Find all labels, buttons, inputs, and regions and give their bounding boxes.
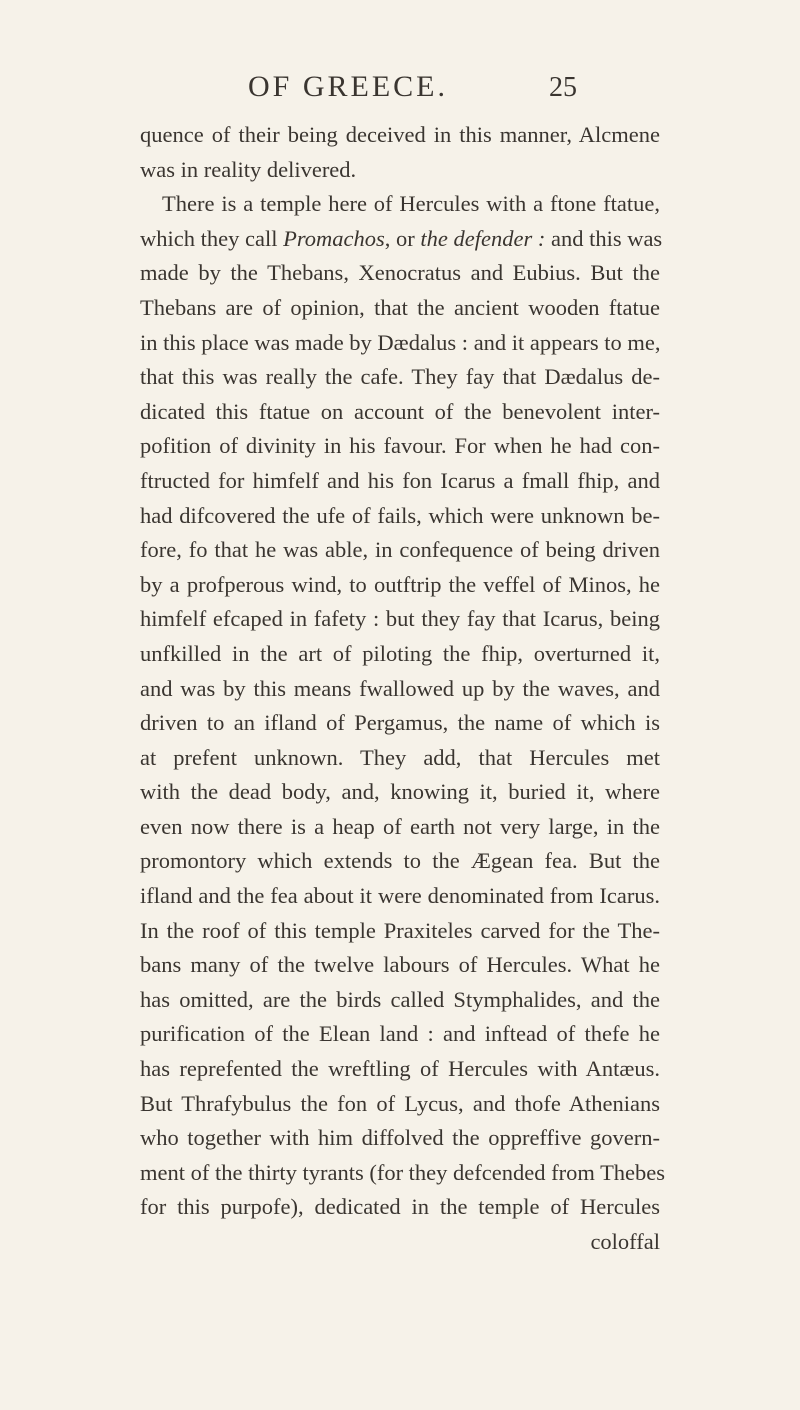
text-line: was in reality delivered.	[140, 156, 357, 182]
text-line: unfkilled in the art of piloting the fhip, overturned it,	[140, 640, 660, 666]
catchword: coloffal	[590, 1229, 660, 1254]
text-line: But Thrafybulus the fon of Lycus, and thofe Athenians	[140, 1090, 660, 1116]
text-line: Thebans are of opinion, that the ancient wooden ftatue	[140, 294, 660, 320]
text-line: at prefent unknown. They add, that Hercules met	[140, 744, 660, 770]
text-line: quence of their being deceived in this manner, Alcmene	[140, 122, 660, 147]
text-line: for this purpofe), dedicated in the temple of Hercules	[140, 1194, 660, 1220]
text-line: dicated this ftatue on account of the benevolent inter-	[140, 398, 660, 424]
body-text	[140, 118, 666, 1260]
page-number: 25	[549, 72, 577, 103]
text-line: promontory which extends to the Ægean fea. But the	[140, 848, 660, 874]
text-line: There is a temple here of Hercules with a ftone ftatue,	[162, 191, 660, 217]
italic-term-defender: the defender :	[420, 225, 546, 251]
italic-term-promachos: Promachos	[283, 225, 385, 251]
text-line: that this was really the cafe. They fay that Dædalus de-	[140, 364, 660, 390]
text-line: has omitted, are the birds called Stymphalides, and the	[140, 986, 660, 1012]
text-line: who together with him diffolved the oppreffive govern-	[140, 1125, 660, 1151]
text-line: in this place was made by Dædalus : and it appears to me,	[140, 329, 661, 355]
text-line: has reprefented the wreftling of Hercules with Antæus.	[140, 1056, 660, 1082]
text-line: ment of the thirty tyrants (for they defcended from Thebes	[140, 1159, 666, 1185]
text-line: driven to an ifland of Pergamus, the name of which is	[140, 710, 660, 736]
text-line: fore, fo that he was able, in confequence of being driven	[140, 537, 660, 563]
text-line: ftructed for himfelf and his fon Icarus a fmall fhip, and	[140, 467, 660, 493]
text-line: In the roof of this temple Praxiteles carved for the The-	[140, 917, 660, 943]
text-line: by a profperous wind, to outftrip the veffel of Minos, he	[140, 571, 660, 597]
text-line: even now there is a heap of earth not very large, in the	[140, 813, 660, 839]
text-line: ifland and the fea about it were denominated from Icarus.	[140, 883, 660, 909]
text-line: made by the Thebans, Xenocratus and Eubius. But the	[140, 260, 660, 286]
text-line: bans many of the twelve labours of Hercules. What he	[140, 952, 660, 978]
running-head: OF GREECE.	[248, 70, 449, 103]
text-line: purification of the Elean land : and inftead of thefe he	[140, 1021, 660, 1047]
text-line: and was by this means fwallowed up by the waves, and	[140, 675, 660, 701]
text-line: which they call Promachos, or the defender : and this was	[140, 225, 663, 251]
text-line: with the dead body, and, knowing it, buried it, where	[140, 779, 660, 805]
text-line: had difcovered the ufe of fails, which were unknown be-	[140, 502, 660, 528]
text-line: himfelf efcaped in fafety : but they fay that Icarus, being	[140, 606, 660, 632]
text-line: pofition of divinity in his favour. For when he had con-	[140, 433, 660, 459]
